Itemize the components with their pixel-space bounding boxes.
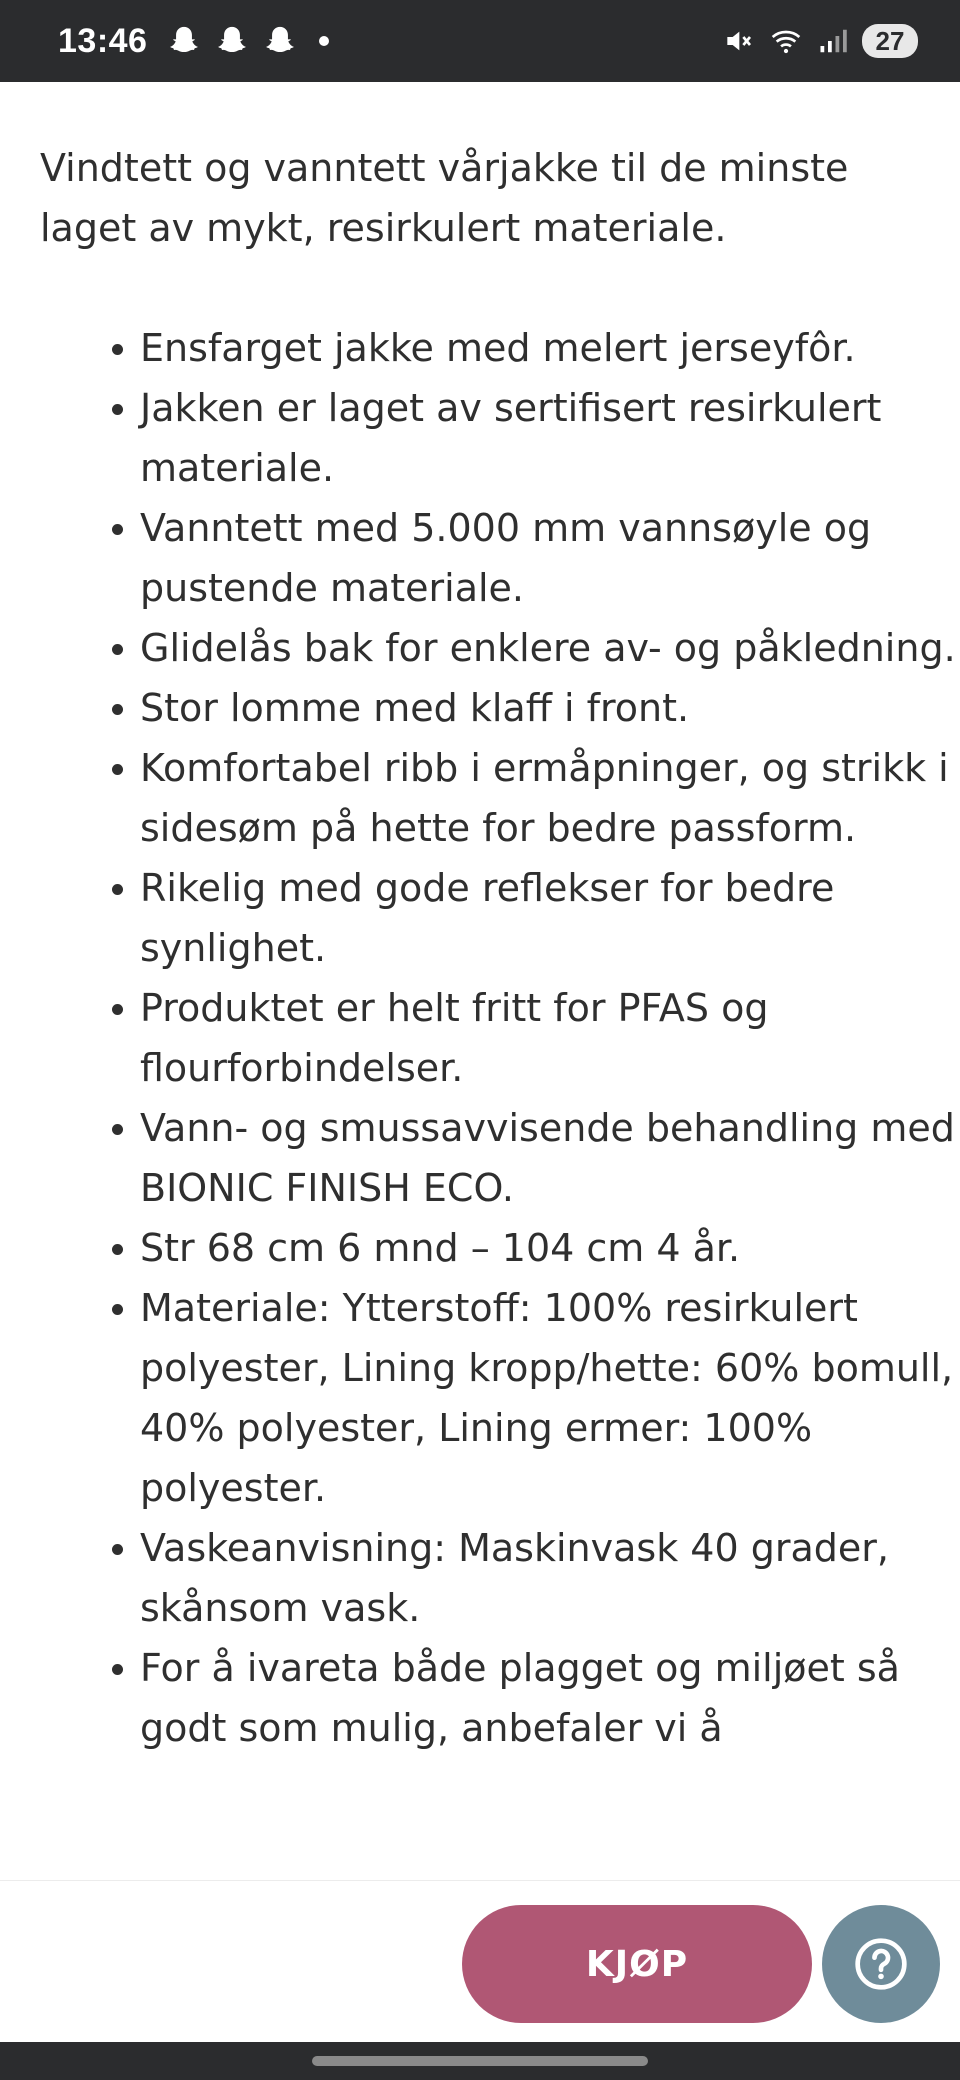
snapchat-ghost-icon <box>167 24 201 58</box>
help-button[interactable] <box>822 1905 940 2023</box>
list-item: Vaskeanvisning: Maskinvask 40 grader, skånsom vask. <box>140 1518 960 1638</box>
list-item: Vanntett med 5.000 mm vannsøyle og pustende materiale. <box>140 498 960 618</box>
wifi-icon <box>768 25 804 57</box>
list-item: Ensfarget jakke med melert jerseyfôr. <box>140 318 960 378</box>
action-bar <box>0 1880 960 2042</box>
product-intro: Vindtett og vanntett vårjakke til de minste laget av mykt, resirkulert materiale. <box>40 146 849 250</box>
product-description <box>0 82 960 1882</box>
list-item: Glidelås bak for enklere av- og påkledning. <box>140 618 960 678</box>
signal-icon <box>818 25 848 57</box>
snapchat-ghost-icon <box>263 24 297 58</box>
list-item: For å ivareta både plagget og miljøet så godt som mulig, anbefaler vi å <box>140 1638 960 1758</box>
snapchat-ghost-icon <box>215 24 249 58</box>
status-bar <box>0 0 960 82</box>
mute-icon <box>722 25 754 57</box>
list-item: Produktet er helt fritt for PFAS og flourforbindelser. <box>140 978 960 1098</box>
list-item: Rikelig med gode reflekser for bedre synlighet. <box>140 858 960 978</box>
notification-dot-icon <box>319 36 329 46</box>
status-left <box>58 22 329 61</box>
buy-button[interactable]: KJØP <box>462 1905 812 2023</box>
list-item: Vann- og smussavvisende behandling med BIONIC FINISH ECO. <box>140 1098 960 1218</box>
list-item: Stor lomme med klaff i front. <box>140 678 960 738</box>
navigation-bar <box>0 2042 960 2080</box>
battery-indicator: 27 <box>862 24 918 58</box>
list-item: Str 68 cm 6 mnd – 104 cm 4 år. <box>140 1218 960 1278</box>
home-indicator[interactable] <box>312 2056 648 2066</box>
help-icon <box>853 1936 909 1992</box>
feature-list <box>40 318 960 1758</box>
status-right <box>722 24 918 58</box>
status-time: 13:46 <box>58 21 148 60</box>
list-item: Komfortabel ribb i ermåpninger, og strikk i sidesøm på hette for bedre passform. <box>140 738 960 858</box>
list-item: Materiale: Ytterstoff: 100% resirkulert polyester, Lining kropp/hette: 60% bomull, 40% polyester, Lining ermer: 100% polyester. <box>140 1278 960 1518</box>
list-item: Jakken er laget av sertifisert resirkulert materiale. <box>140 378 960 498</box>
